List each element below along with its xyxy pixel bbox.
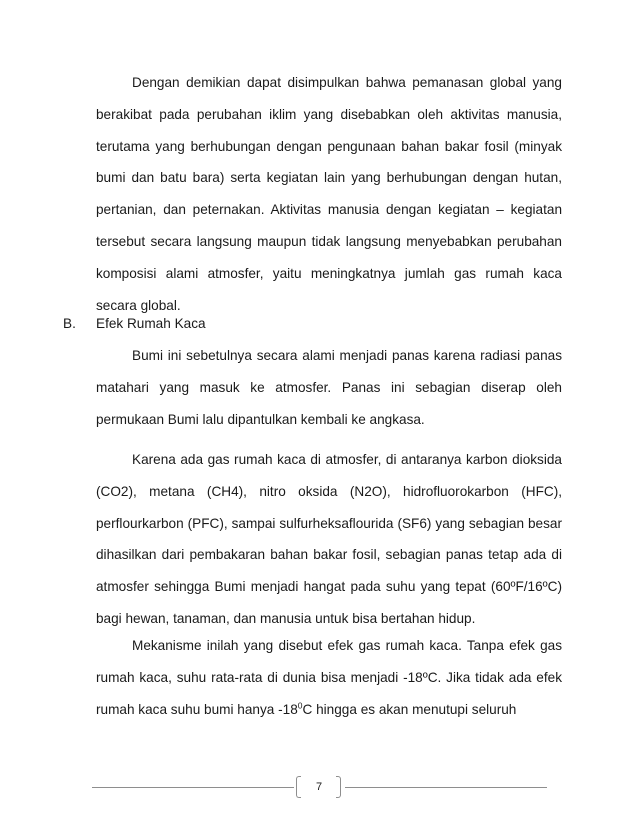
paragraph-greenhouse-mechanism [96, 630, 562, 725]
footer-bracket-right [336, 776, 341, 798]
paragraph-solar-radiation: Bumi ini sebetulnya secara alami menjadi panas karena radiasi panas matahari yang masuk ke atmosfer. Panas ini sebagian diserap oleh permukaan Bumi lalu dipantulkan kembali ke angkasa. [96, 348, 562, 427]
section-title: Efek Rumah Kaca [96, 316, 206, 331]
superscript-degree: 0 [297, 700, 303, 711]
section-heading-b [63, 308, 206, 340]
paragraph-greenhouse-gases: Karena ada gas rumah kaca di atmosfer, di antaranya karbon dioksida (CO2), metana (CH4), nitro oksida (N2O), hidrofluorokarbon (HFC), perflourkarbon (PFC), sampai sulfurheksaflourida (SF6) yang sebagian besar dihasilkan dari pembakaran bahan bakar fosil, sebagian panas tetap ada di atmosfer sehingga Bumi menjadi hangat pada suhu yang tepat (60ºF/16ºC) bagi hewan, tanaman, dan manusia untuk bisa bertahan hidup. [96, 452, 562, 626]
section-letter: B. [63, 316, 76, 331]
paragraph-conclusion: Dengan demikian dapat disimpulkan bahwa pemanasan global yang berakibat pada perubahan iklim yang disebabkan oleh aktivitas manusia, terutama yang berhubungan dengan pengunaan bahan bakar fosil (minyak bumi dan batu bara) serta kegiatan lain yang berhubungan dengan hutan, pertanian, dan peternakan. Aktivitas manusia dengan kegiatan – kegiatan tersebut secara langsung maupun tidak langsung menyebabkan perubahan komposisi alami atmosfer, yaitu meningkatnya jumlah gas rumah kaca secara global. [96, 75, 562, 313]
paragraph-mechanism-text-2: C hingga es akan menutupi seluruh [302, 701, 517, 717]
page-number: 7 [315, 781, 323, 793]
footer-rule-right [345, 787, 547, 788]
footer-rule-left [92, 787, 294, 788]
footer-bracket-left [296, 776, 301, 798]
paragraph-mechanism-text-1: Mekanisme inilah yang disebut efek gas rumah kaca. Tanpa efek gas rumah kaca, suhu rata-rata di dunia bisa menjadi -18ºC. Jika tidak ada efek rumah kaca suhu bumi hanya -18 [96, 638, 562, 717]
